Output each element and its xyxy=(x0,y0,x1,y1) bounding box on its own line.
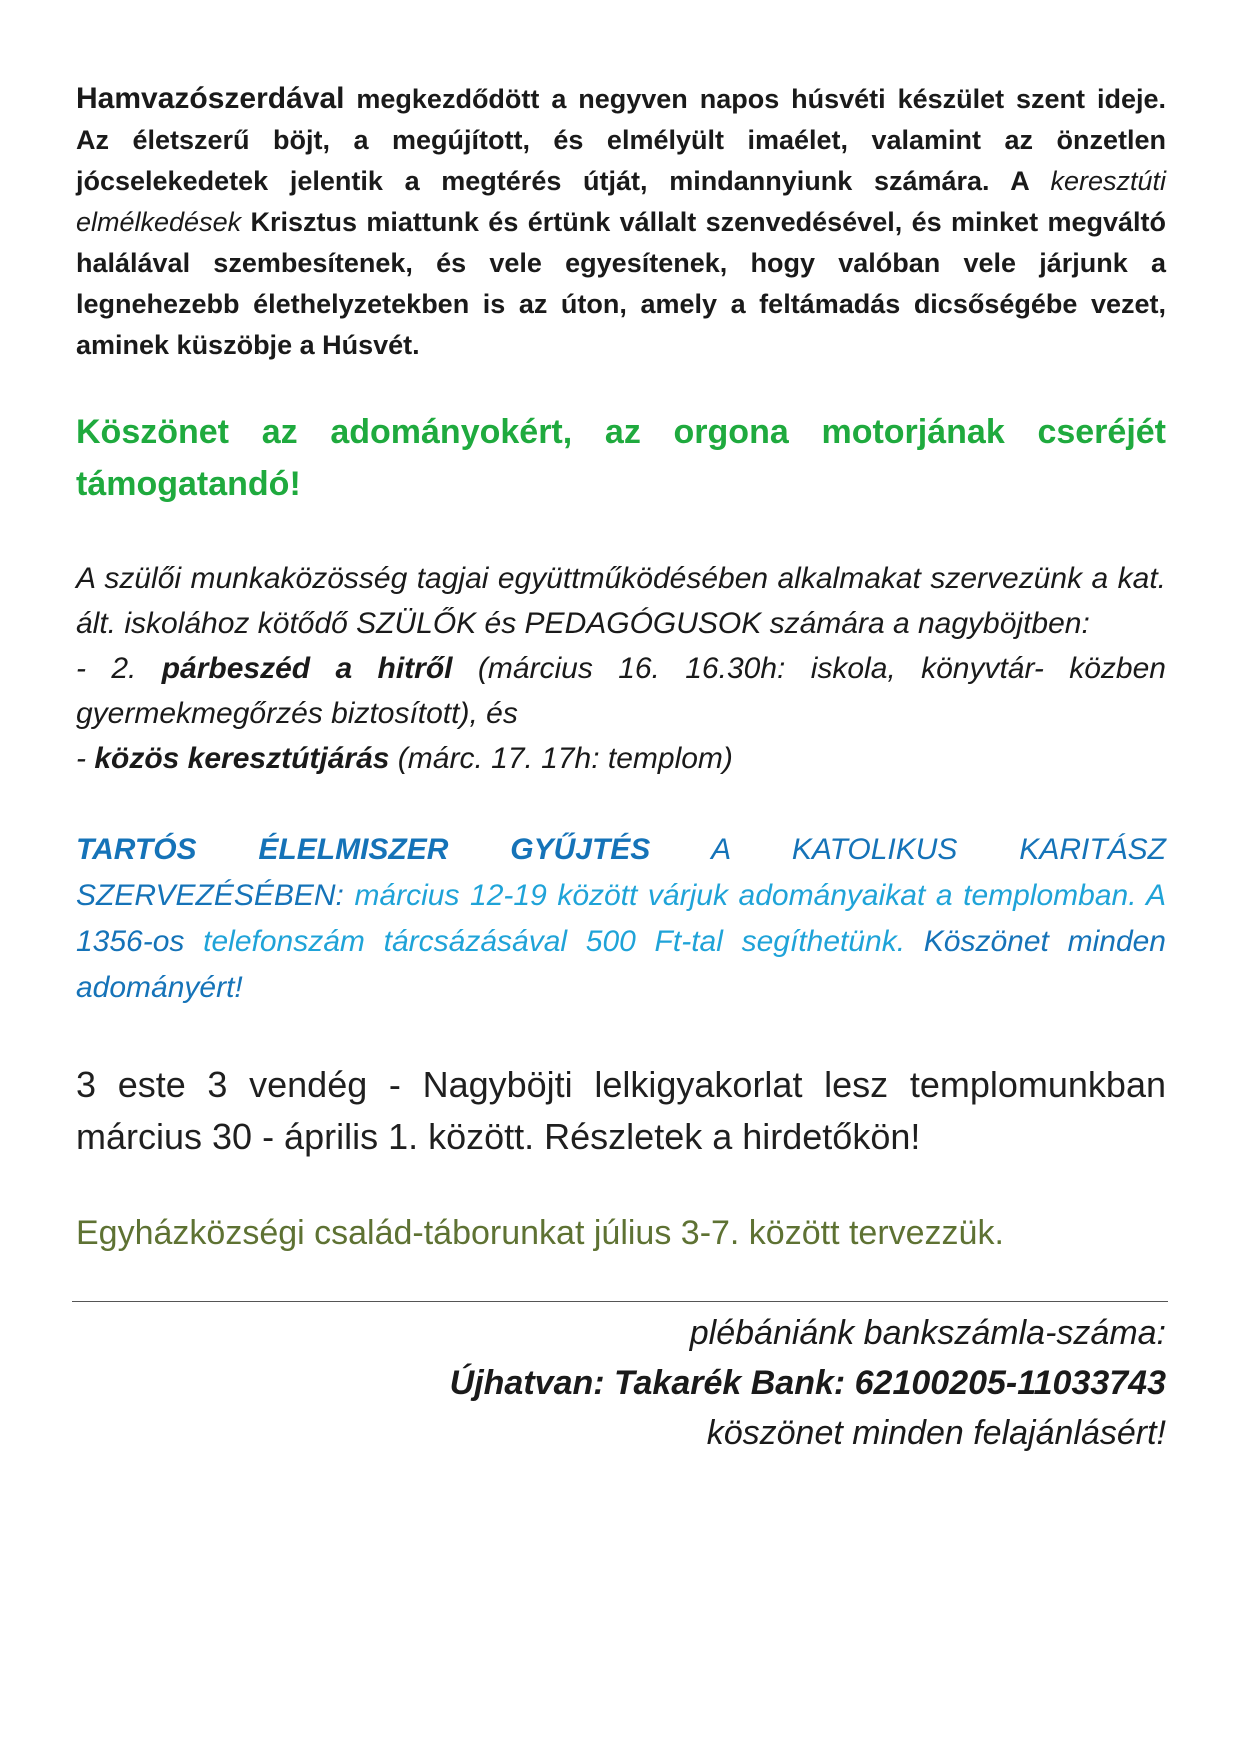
food-drive-dates: március 12-19 között várjuk adományaikat a templomban. A xyxy=(343,879,1166,912)
food-drive-organizer: A KATOLIKUS KARITÁSZ SZERVEZÉSÉBEN: xyxy=(76,833,1166,912)
lent-intro-lead: Hamvazószerdával xyxy=(76,82,345,115)
food-drive-title: TARTÓS ÉLELMISZER GYŰJTÉS xyxy=(76,833,651,866)
parents-item-stations xyxy=(76,736,1166,781)
parents-events-block xyxy=(76,556,1166,781)
divider-line xyxy=(72,1301,1168,1302)
retreat-announcement: 3 este 3 vendég - Nagyböjti lelkigyakorlat lesz templomunkban március 30 - április 1. között. Részletek a hirdetőkön! xyxy=(76,1064,1166,1157)
parents-intro: A szülői munkaközösség tagjai együttműködésében alkalmakat szervezünk a kat. ált. iskolához kötődő SZÜLŐK és PEDAGÓGUSOK számára a nagyböjtben: xyxy=(76,562,1166,640)
lent-intro-text-2: Krisztus miattunk és értünk vállalt szenvedésével, és minket megváltó halálával szembesítenek, és vele egyesítenek, hogy valóban vele járjunk a legnehezebb élethelyzetekben is az úton, amely a feltámadás dicsőségébe vezet, aminek küszöbje a Húsvét. xyxy=(76,207,1166,360)
food-drive-phone-number: 1356-os xyxy=(76,925,185,958)
lent-intro-paragraph xyxy=(76,78,1166,366)
food-drive-phone-text: telefonszám tárcsázásával 500 Ft-tal segíthetünk. xyxy=(184,925,906,958)
item2-title: közös keresztútjárás xyxy=(94,742,390,775)
bank-account-label: plébániánk bankszámla-száma: xyxy=(689,1314,1166,1352)
bank-thanks: köszönet minden felajánlásért! xyxy=(706,1414,1166,1452)
food-drive-paragraph xyxy=(76,827,1166,1011)
parents-item-dialogue xyxy=(76,646,1166,736)
donation-thanks-heading: Köszönet az adományokért, az orgona motorjának cseréjét támogatandó! xyxy=(76,413,1166,503)
item1-details: (március 16. 16.30h: iskola, könyvtár- közben gyermekmegőrzés biztosított), és xyxy=(76,652,1166,730)
bank-account-number: Újhatvan: Takarék Bank: 62100205-11033743 xyxy=(449,1364,1166,1402)
food-drive-thanks: Köszönet minden adományért! xyxy=(76,925,1166,1004)
item1-title: párbeszéd a hitről xyxy=(161,652,453,685)
item1-prefix: - 2. xyxy=(76,652,162,685)
lent-intro-text-1: megkezdődött a negyven napos húsvéti készület szent ideje. Az életszerű böjt, a megújított, és elmélyült imaélet, valamint az önzetlen jócselekedetek jelentik a megtérés útját, mindannyiunk számára. A xyxy=(76,84,1166,196)
bulletin-page xyxy=(76,78,1166,1458)
item2-prefix: - xyxy=(76,742,95,775)
bank-account-block xyxy=(76,1308,1166,1458)
family-camp-announcement: Egyházközségi család-táborunkat július 3-7. között tervezzük. xyxy=(76,1214,1004,1252)
item2-details: (márc. 17. 17h: templom) xyxy=(389,742,733,775)
stations-of-cross-term: keresztúti elmélkedések xyxy=(76,166,1166,237)
